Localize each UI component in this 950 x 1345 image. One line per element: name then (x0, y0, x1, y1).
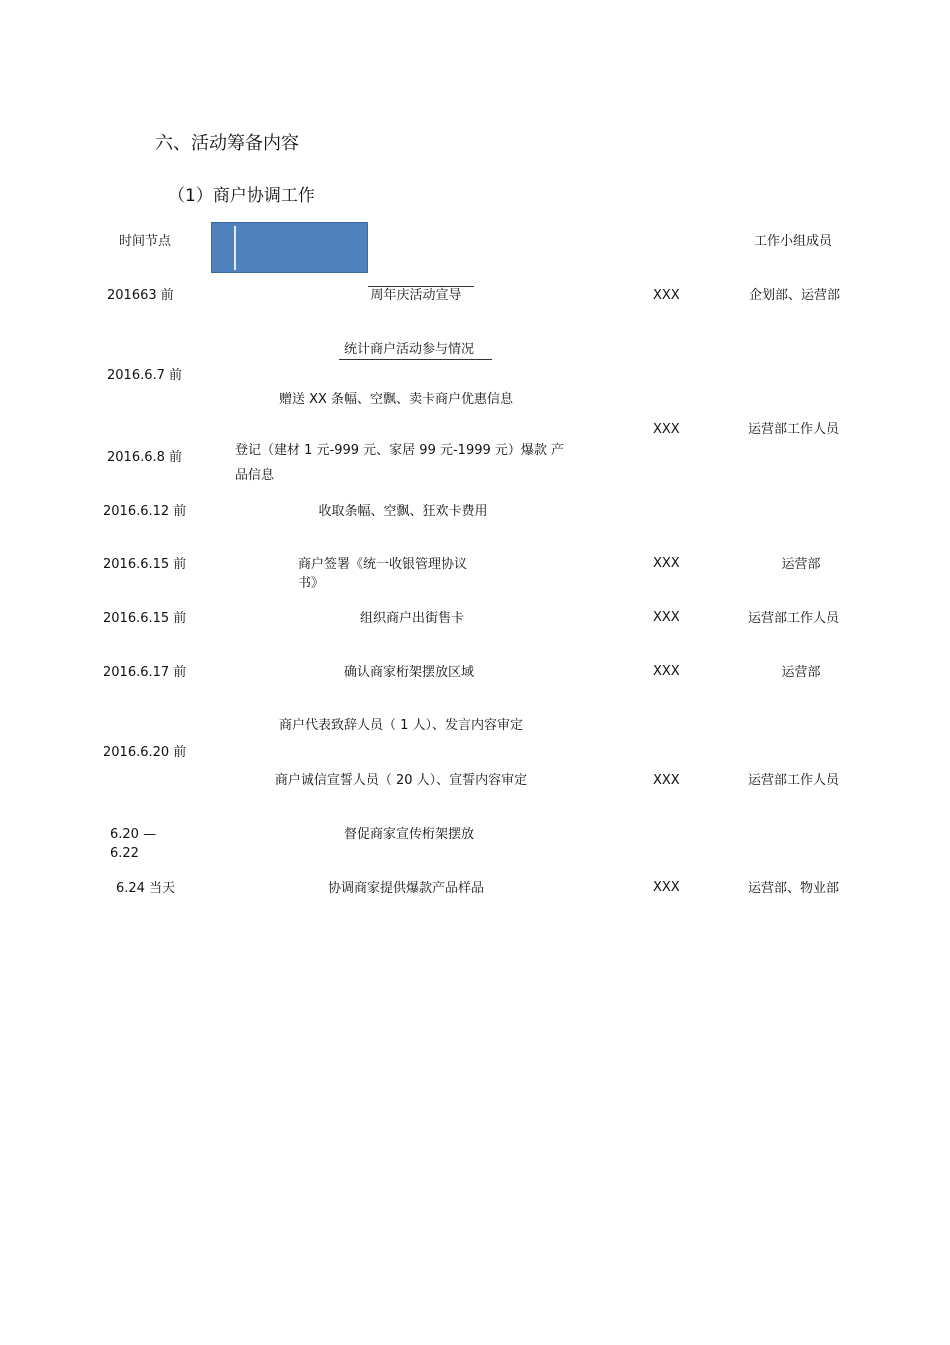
row-task: 收取条幅、空飘、狂欢卡费用 (318, 504, 488, 519)
row-time: 2016.6.20 前 (103, 745, 187, 760)
row-members: 运营部工作人员 (748, 773, 840, 788)
row-task: 商户诚信宣誓人员（ 20 人）、宣誓内容审定 (274, 773, 528, 788)
row-members: 运营部 (781, 557, 821, 572)
row-owner: XXX (653, 556, 680, 571)
row-members: 企划部、运营部 (749, 288, 841, 303)
row-owner: XXX (653, 422, 680, 437)
row-members: 运营部 (781, 665, 821, 680)
row-task-line2: 书》 (298, 576, 325, 591)
row-time: 2016.6.15 前 (103, 611, 187, 626)
row-task-line1: 商户签署《统一收银管理协议 (298, 557, 468, 572)
text-cursor-icon (234, 226, 236, 270)
row-members: 运营部工作人员 (748, 422, 840, 437)
subsection-heading: （1）商户协调工作 (168, 186, 315, 206)
row-task: 周年庆活动宣导 (370, 288, 462, 303)
row-owner: XXX (653, 288, 680, 303)
row-owner: XXX (653, 880, 680, 895)
underline (339, 359, 492, 360)
row-task: 督促商家宣传桁架摆放 (343, 827, 475, 842)
row-time: 6.24 当天 (116, 881, 176, 896)
row-members: 运营部、物业部 (748, 881, 840, 896)
row-time: 2016.6.7 前 (107, 368, 183, 383)
header-task-block (211, 222, 368, 273)
row-time: 201663 前 (107, 288, 174, 303)
row-task: 协调商家提供爆款产品样品 (327, 881, 485, 896)
row-time: 2016.6.15 前 (103, 557, 187, 572)
row-task: 赠送 XX 条幅、空飘、卖卡商户优惠信息 (278, 392, 514, 407)
section-heading: 六、活动筹备内容 (155, 133, 299, 154)
row-task: 统计商户活动参与情况 (343, 342, 475, 357)
row-owner: XXX (653, 664, 680, 679)
row-time-line1: 6.20 — (110, 827, 157, 842)
row-time: 2016.6.12 前 (103, 504, 187, 519)
row-task: 组织商户出街售卡 (359, 611, 465, 626)
row-time-line2: 6.22 (110, 846, 139, 861)
underline (368, 286, 474, 287)
row-owner: XXX (653, 773, 680, 788)
row-task-line1: 登记（建材 1 元-999 元、家居 99 元-1999 元）爆款 产 (235, 443, 565, 458)
row-time: 2016.6.17 前 (103, 665, 187, 680)
row-task: 商户代表致辞人员（ 1 人）、发言内容审定 (278, 718, 524, 733)
row-owner: XXX (653, 610, 680, 625)
row-members: 运营部工作人员 (748, 611, 840, 626)
row-task-line2: 品信息 (235, 468, 275, 483)
row-time: 2016.6.8 前 (107, 450, 183, 465)
header-time: 时间节点 (119, 234, 172, 249)
row-task: 确认商家桁架摆放区域 (343, 665, 475, 680)
header-members: 工作小组成员 (754, 234, 833, 249)
